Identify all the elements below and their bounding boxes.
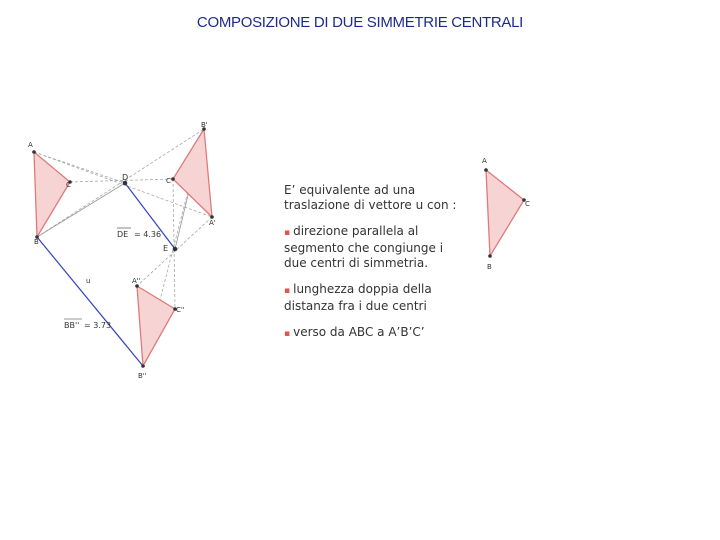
label-a: A [28,141,33,149]
label-c2: C'' [176,306,185,314]
measure-bb [64,319,111,330]
bullet-text: verso da ABC a A’B’C’ [293,325,425,339]
slide-title: COMPOSIZIONE DI DUE SIMMETRIE CENTRALI [196,14,524,31]
label-d: D [122,173,129,182]
measure-de-value: = 4.36 [134,230,162,239]
triangle-a2b2c2 [137,286,175,366]
bullet-icon: ▪ [284,228,291,238]
label-b2: B'' [138,372,147,380]
label-c-copy: C [525,200,530,208]
bullet-icon: ▪ [284,286,291,296]
point-b-copy [488,254,492,258]
triangle-abc-copy [486,170,524,256]
bullet-item [284,282,462,314]
explanation-text [284,183,462,353]
bullet-item [284,224,462,271]
point-e [173,247,178,252]
point-b2 [141,364,145,368]
bullet-text: lunghezza doppia della distanza fra i due centri [284,282,432,313]
segment-de [125,183,175,249]
triangle-abc [34,152,70,237]
label-u: u [86,277,91,285]
vector-u [37,237,143,366]
label-c: C [66,181,71,189]
label-a-copy: A [482,157,487,165]
label-b: B [34,238,39,246]
label-e: E [163,244,169,253]
bullet-icon: ▪ [284,329,291,339]
measure-de [117,228,161,239]
bullet-item [284,325,462,342]
label-a2: A'' [132,277,141,285]
measure-bb-name: BB'' [64,321,80,330]
bullet-text: direzione parallela al segmento che congiunge i due centri di simmetria. [284,224,444,270]
label-b-copy: B [487,263,492,271]
line-c1-c2 [173,179,175,309]
label-c1: C' [166,177,173,185]
measure-bb-value: = 3.73 [84,321,112,330]
label-a1: A' [209,219,216,227]
point-a-copy [484,168,488,172]
label-b1: B' [201,121,208,129]
intro-text: E’ equivalente ad una traslazione di vettore u con : [284,183,457,212]
point-a [32,150,36,154]
triangle-a1b1c1 [173,129,212,217]
measure-de-name: DE [117,230,129,239]
